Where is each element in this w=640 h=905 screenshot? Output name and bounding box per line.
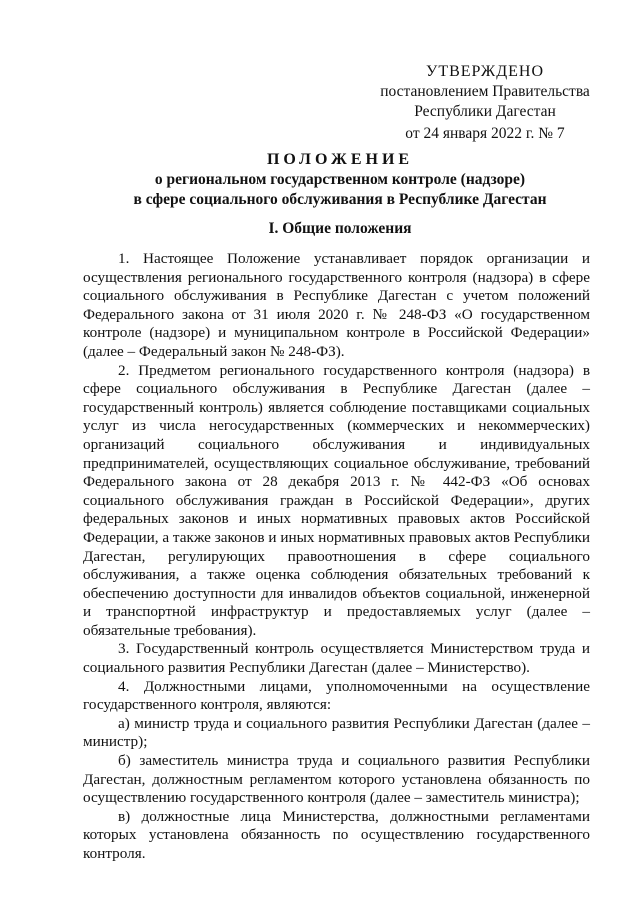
approval-title: УТВЕРЖДЕНО xyxy=(425,63,544,80)
paragraph-2: 2. Предметом регионального государственного контроля (надзора) в сфере социального обслуживания в Республике Дагестан (далее – государственный контроль) является соблюдение поставщиками социальных услуг из числа негосударственных (коммерческих и некоммерческих) организаций социального обслуживания и индивидуальных предпринимателей, осуществляющих социальное обслуживание, требований Федерального закона от 28 декабря 2013 г. № 442-ФЗ «Об основах социального обслуживания граждан в Российской Федерации», других федеральных законов и иных нормативных правовых актов Российской Федерации, а также законов и иных нормативных правовых актов Республики Дагестан, регулирующих правоотношения в сфере социального обслуживания, а также оценка соблюдения обязательных требований к обеспечению доступности для инвалидов объектов социальной, инженерной и транспортной инфраструктур и предоставляемых услуг (далее – обязательные требования). xyxy=(83,361,590,639)
document-body xyxy=(83,250,590,864)
approval-date: от 24 января 2022 г. № 7 xyxy=(405,125,565,142)
paragraph-1: 1. Настоящее Положение устанавливает порядок организации и осуществления регионального государственного контроля (надзора) в сфере социального обслуживания в Республике Дагестан с учетом положений Федерального закона от 31 июля 2020 г. № 248-ФЗ «О государственном контроле (надзоре) и муниципальном контроле в Российской Федерации» (далее – Федеральный закон № 248-ФЗ). xyxy=(83,250,590,360)
approval-stamp xyxy=(360,62,610,144)
document-subtitle-1: о региональном государственном контроле (надзоре) xyxy=(154,171,526,188)
paragraph-4a: а) министр труда и социального развития Республики Дагестан (далее – министр); xyxy=(83,714,590,751)
paragraph-3: 3. Государственный контроль осуществляется Министерством труда и социального развития Республики Дагестан (далее – Министерство). xyxy=(83,640,590,677)
approval-line-2: Республики Дагестан xyxy=(414,103,556,120)
section-title: I. Общие положения xyxy=(268,220,412,237)
paragraph-4b: б) заместитель министра труда и социального развития Республики Дагестан, должностным регламентом которого установлена обязанность по осуществлению государственного контроля (далее – заместитель министра); xyxy=(83,752,590,807)
document-heading xyxy=(80,150,600,210)
document-title: ПОЛОЖЕНИЕ xyxy=(266,151,414,168)
approval-line-1: постановлением Правительства xyxy=(380,83,590,100)
paragraph-4: 4. Должностными лицами, уполномоченными на осуществление государственного контроля, являются: xyxy=(83,677,590,714)
paragraph-4c: в) должностные лица Министерства, должностными регламентами которых установлена обязанность по осуществлению государственного контроля. xyxy=(83,807,590,862)
document-subtitle-2: в сфере социального обслуживания в Республике Дагестан xyxy=(133,191,547,208)
